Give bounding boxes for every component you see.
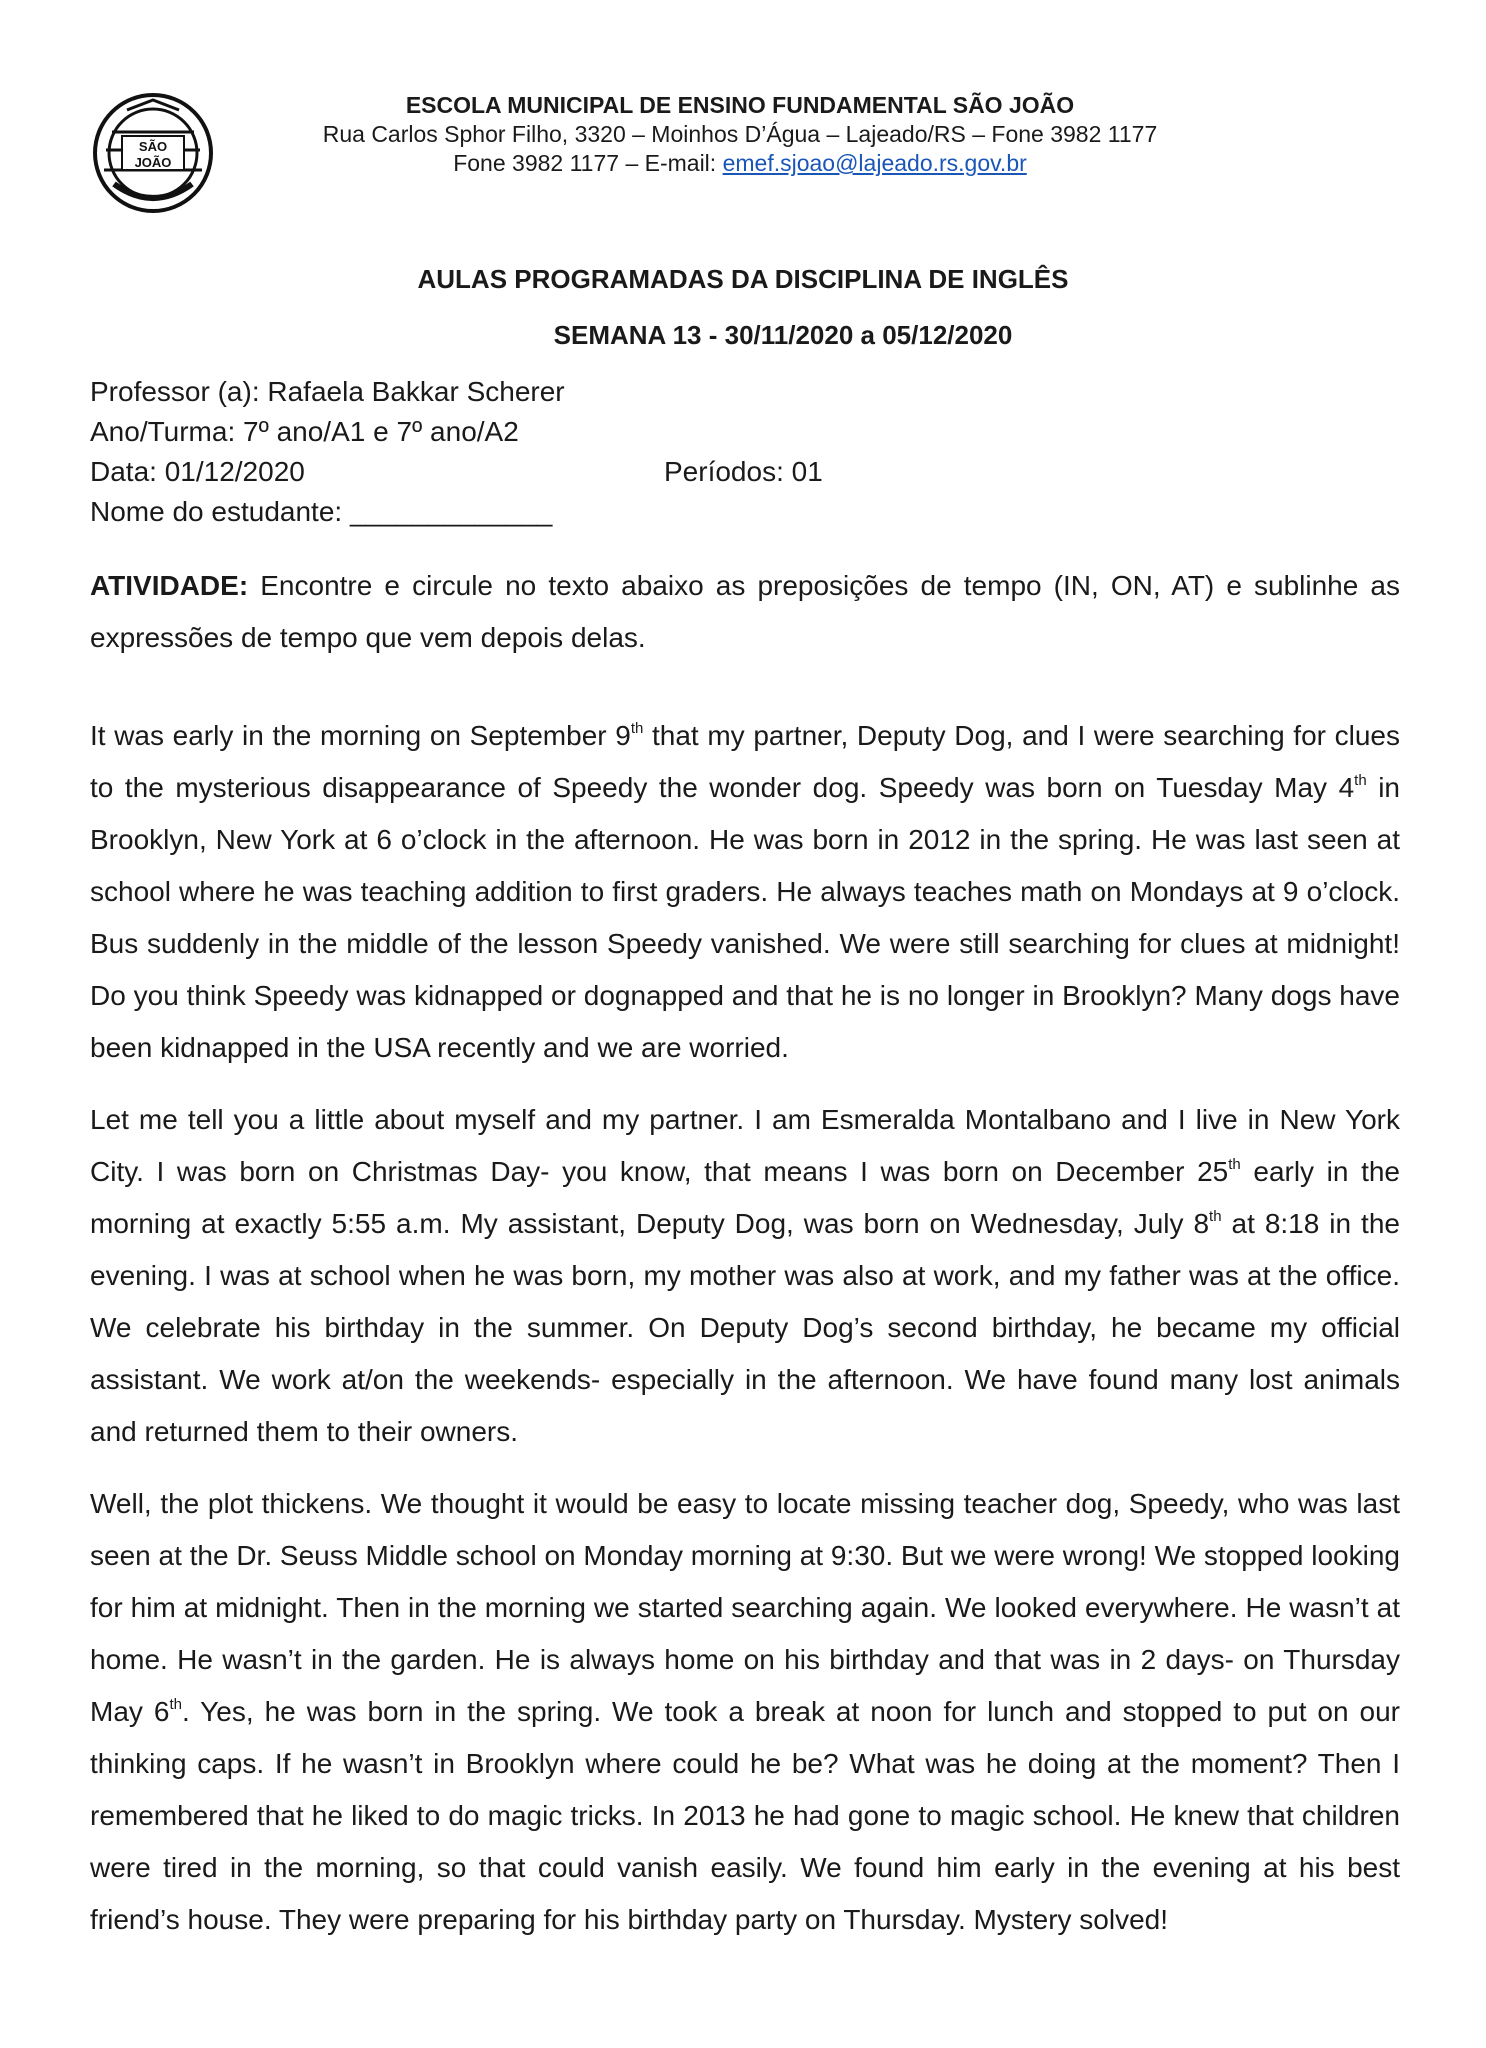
- school-address: Rua Carlos Sphor Filho, 3320 – Moinhos D’Água – Lajeado/RS – Fone 3982 1177: [322, 121, 1158, 147]
- story-p1-part: It was early in the morning on September 9: [90, 720, 631, 751]
- student-name-line: Nome do estudante: _____________: [90, 496, 553, 527]
- ordinal-suffix: th: [630, 720, 644, 737]
- ordinal-suffix: th: [1354, 772, 1367, 789]
- story-p1-part: that my partner, Deputy Dog, and I were searching for clues to the mysterious disappearance of Speedy the wonder dog. Speedy was born on Tuesday May 4: [90, 720, 1400, 803]
- story-p2-part: early in the morning at exactly 5:55 a.m. My assistant, Deputy Dog, was born on Wednesday, July 8: [90, 1156, 1401, 1239]
- story-p2-part: Let me tell you a little about myself and my partner. I am Esmeralda Montalbano and I live in New York City. I was born on Christmas Day- you know, that means I was born on December 25: [90, 1104, 1400, 1187]
- ordinal-suffix: th: [1209, 1208, 1222, 1225]
- data-line: [90, 452, 823, 492]
- data-value: Data: 01/12/2020: [90, 456, 305, 487]
- periodos-value: Períodos: 01: [664, 456, 823, 487]
- school-contact: [240, 149, 1240, 178]
- logo-text-top: SÃO: [138, 139, 168, 154]
- story-p3-part: . Yes, he was born in the spring. We took a break at noon for lunch and stopped to put on our thinking caps. If he wasn’t in Brooklyn where could he be? What was he doing at the moment? Then I remembered that he liked to do magic tricks. In 2013 he had gone to magic school. He knew that children were tired in the morning, so that could vanish easily. We found him early in the evening at his best friend’s house. They were preparing for his birthday party on Thursday. Mystery solved!: [90, 1696, 1401, 1935]
- ano-turma-line: Ano/Turma: 7º ano/A1 e 7º ano/A2: [90, 416, 519, 447]
- ordinal-suffix: th: [169, 1696, 182, 1713]
- email-link[interactable]: emef.sjoao@lajeado.rs.gov.br: [722, 150, 1027, 176]
- story-p2-part: at 8:18 in the evening. I was at school when he was born, my mother was also at work, and my father was at the office. We celebrate his birthday in the summer. On Deputy Dog’s second birthday, he became my official assistant. We work at/on the weekends- especially in the afternoon. We have found many lost animals and returned them to their owners.: [90, 1208, 1400, 1447]
- story-p1-part: in Brooklyn, New York at 6 o’clock in the afternoon. He was born in 2012 in the spring. He was last seen at school where he was teaching addition to first graders. He always teaches math on Mondays at 9 o’clock. Bus suddenly in the middle of the lesson Speedy vanished. We were still searching for clues at midnight! Do you think Speedy was kidnapped or dognapped and that he is no longer in Brooklyn? Many dogs have been kidnapped in the USA recently and we are worried.: [90, 772, 1400, 1063]
- professor-line: Professor (a): Rafaela Bakkar Scherer: [90, 376, 565, 407]
- logo-text-bottom: JOÃO: [134, 155, 172, 170]
- school-name: ESCOLA MUNICIPAL DE ENSINO FUNDAMENTAL SÃO JOÃO: [405, 92, 1075, 118]
- contact-phone: Fone 3982 1177 – E-mail:: [453, 150, 723, 176]
- activity-instructions: [90, 560, 1400, 664]
- document-title: AULAS PROGRAMADAS DA DISCIPLINA DE INGLÊS: [417, 264, 1069, 294]
- story-paragraph-3: [90, 1478, 1400, 1946]
- story-p3-part: Well, the plot thickens. We thought it would be easy to locate missing teacher dog, Speedy, who was last seen at the Dr. Seuss Middle school on Monday morning at 9:30. But we were wrong! We stopped looking for him at midnight. Then in the morning we started searching again. We looked everywhere. He wasn’t at home. He wasn’t in the garden. He is always home on his birthday and that was in 2 days- on Thursday May 6: [90, 1488, 1400, 1727]
- story-paragraph-2: [90, 1094, 1400, 1458]
- story-text: [90, 710, 1400, 1966]
- school-logo-icon: [92, 92, 214, 214]
- ordinal-suffix: th: [1228, 1156, 1241, 1173]
- story-paragraph-1: [90, 710, 1400, 1074]
- class-info: [90, 372, 823, 532]
- letterhead-text: [240, 90, 1240, 178]
- document-week: SEMANA 13 - 30/11/2020 a 05/12/2020: [553, 320, 1013, 350]
- activity-label: ATIVIDADE:: [90, 570, 249, 601]
- activity-text: Encontre e circule no texto abaixo as preposições de tempo (IN, ON, AT) e sublinhe as expressões de tempo que vem depois delas.: [90, 570, 1400, 653]
